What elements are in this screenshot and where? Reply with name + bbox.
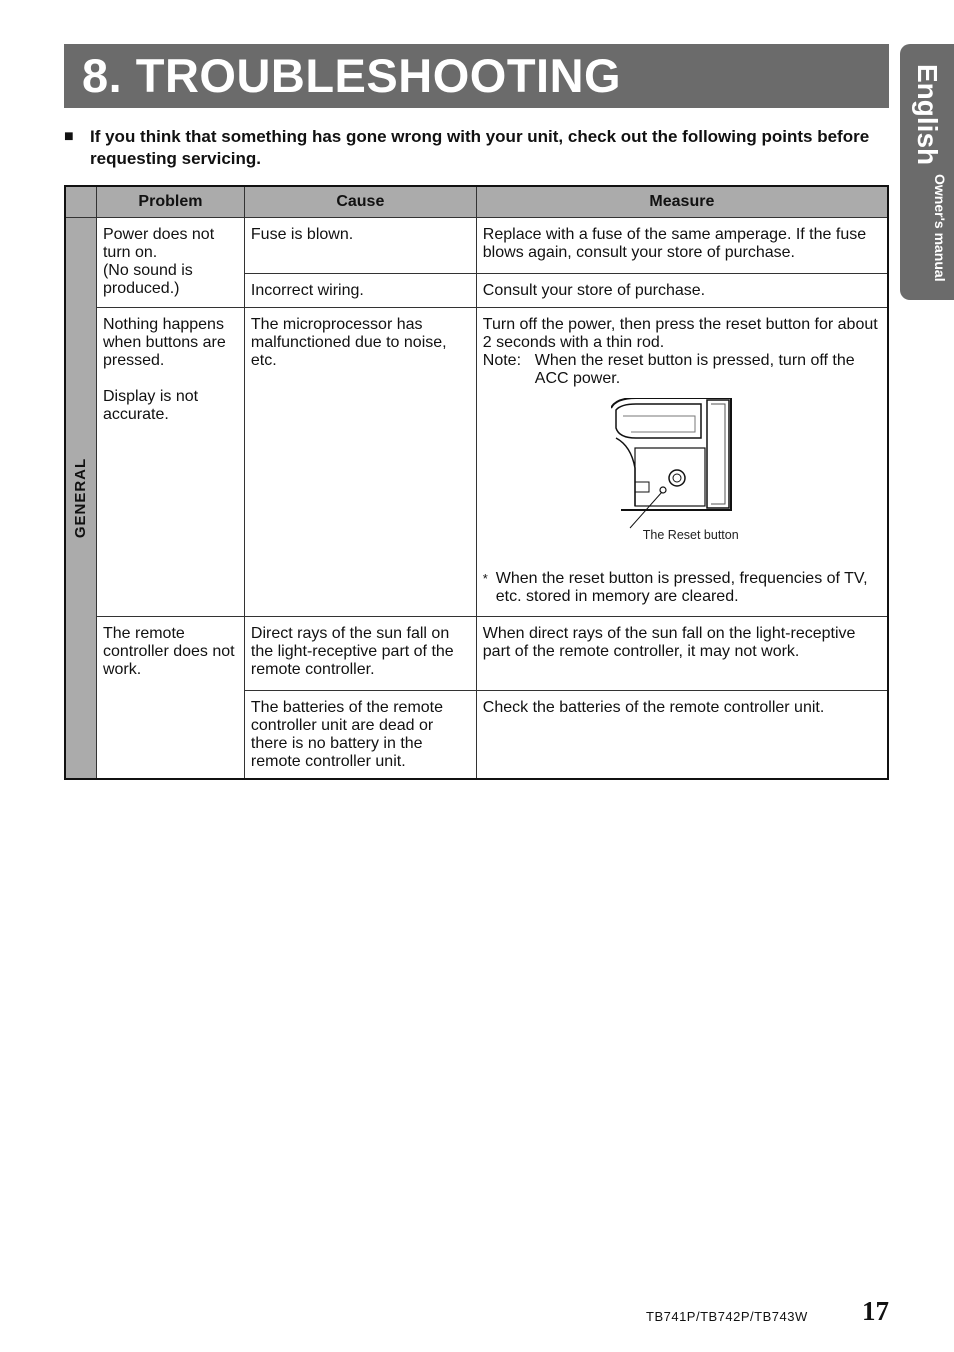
note-label: Note: <box>482 352 522 369</box>
cause-cell <box>244 691 476 779</box>
problem-cell <box>96 218 244 308</box>
reset-button-diagram <box>483 388 881 570</box>
category-label: GENERAL <box>71 457 89 538</box>
measure-text: Consult your store of purchase. <box>482 282 706 299</box>
page-title: 8. TROUBLESHOOTING <box>64 44 889 108</box>
category-cell <box>65 218 96 779</box>
header-problem: Problem <box>96 186 244 218</box>
measure-text: When direct rays of the sun fall on the light-receptive part of the remote controller, it may not work. <box>482 625 856 660</box>
header-cause: Cause <box>244 186 476 218</box>
cause-text: The batteries of the remote controller unit are dead or there is no battery in the remote controller unit. <box>250 699 444 770</box>
problem-line: (No sound is <box>102 262 193 279</box>
problem-text: Display is not accurate. <box>102 388 199 423</box>
note-text: When the reset button is pressed, turn off the ACC power. <box>534 352 855 387</box>
cause-cell <box>244 617 476 691</box>
cause-text: Incorrect wiring. <box>250 282 364 299</box>
language-label: English <box>912 64 943 166</box>
table-header-row <box>65 186 888 218</box>
square-bullet-icon: ■ <box>64 128 74 145</box>
intro-paragraph <box>64 126 884 170</box>
cause-text: Direct rays of the sun fall on the light-receptive part of the remote controller. <box>250 625 454 678</box>
measure-cell <box>476 617 888 691</box>
table-row <box>65 218 888 274</box>
note <box>483 352 881 388</box>
intro-text: If you think that something has gone wrong with your unit, check out the following points before requesting servicing. <box>90 127 870 168</box>
cause-text: The microprocessor has malfunctioned due to noise, etc. <box>250 316 447 369</box>
troubleshooting-table <box>64 185 889 780</box>
memory-clear-text: When the reset button is pressed, frequencies of TV, etc. stored in memory are cleared. <box>495 570 868 605</box>
measure-cell <box>476 308 888 617</box>
problem-line: turn on. <box>102 244 158 261</box>
reset-button-caption: The Reset button <box>642 528 739 542</box>
asterisk-icon: * <box>482 571 488 586</box>
memory-clear-note <box>483 570 881 606</box>
problem-line: Power does not <box>102 226 215 243</box>
language-tab <box>900 44 954 300</box>
measure-cell <box>476 218 888 274</box>
cause-cell <box>244 274 476 308</box>
model-numbers: TB741P/TB742P/TB743W <box>646 1309 808 1324</box>
header-category-blank <box>65 186 96 218</box>
cause-cell <box>244 308 476 617</box>
table-row <box>65 308 888 617</box>
page-number: 17 <box>862 1296 889 1326</box>
problem-line: produced.) <box>102 280 180 297</box>
head-unit-illustration <box>611 398 741 530</box>
measure-text: Turn off the power, then press the reset button for about 2 seconds with a thin rod. <box>482 316 878 351</box>
problem-text: Nothing happens when buttons are pressed. <box>102 316 226 369</box>
measure-text: Replace with a fuse of the same amperage. If the fuse blows again, consult your store of purchase. <box>482 226 867 261</box>
manual-label: Owner's manual <box>932 174 948 282</box>
header-measure: Measure <box>476 186 888 218</box>
problem-cell <box>96 308 244 617</box>
cause-cell <box>244 218 476 274</box>
measure-cell <box>476 274 888 308</box>
measure-text: Check the batteries of the remote controller unit. <box>482 699 825 716</box>
cause-text: Fuse is blown. <box>250 226 354 243</box>
table-row <box>65 617 888 691</box>
measure-cell <box>476 691 888 779</box>
problem-cell <box>96 617 244 779</box>
problem-text: The remote controller does not work. <box>102 625 235 678</box>
